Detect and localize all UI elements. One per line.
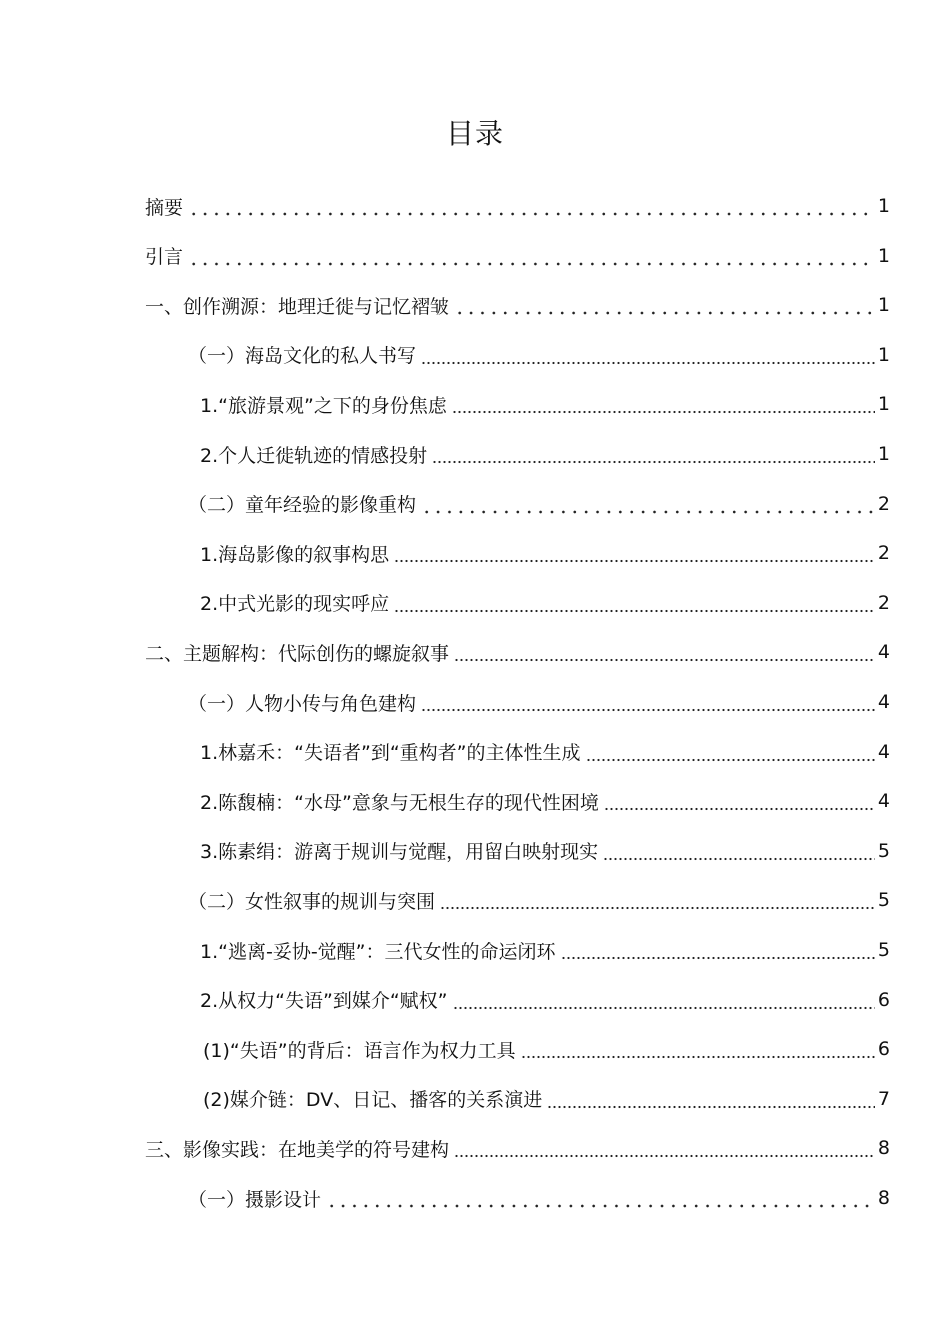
toc-entry[interactable] [200,776,890,826]
toc-entry-page: 6 [877,988,890,1011]
dot-leader [453,1006,875,1010]
dot-leader [421,708,875,712]
dot-leader [604,807,875,811]
toc-entry-page: 8 [877,1137,890,1160]
toc-entry[interactable] [200,925,890,975]
dot-leader [188,262,875,266]
dot-leader [454,1154,875,1158]
page-title: 目录 [445,117,504,150]
dot-leader [326,1204,875,1208]
toc-entry-page: 7 [877,1087,890,1110]
toc-entry-page: 1 [877,343,890,366]
toc-entry-title: 一、创作溯源：地理迁徙与记忆褶皱 [145,295,450,318]
toc-entry[interactable] [203,1024,890,1074]
toc-entry[interactable] [188,677,890,727]
dot-leader [188,212,875,216]
toc-entry-page: 4 [877,740,890,763]
toc-entry[interactable] [145,280,890,330]
toc-entry-title: 2.个人迁徙轨迹的情感投射 [200,444,428,467]
toc-entry-page: 5 [877,889,890,912]
toc-entry-page: 1 [877,393,890,416]
toc-entry-title: 1.海岛影像的叙事构思 [200,543,390,566]
toc-entry-page: 4 [877,790,890,813]
toc-entry-page: 1 [877,244,890,267]
toc-entry-page: 4 [877,641,890,664]
toc-entry[interactable] [188,330,890,380]
toc-entry[interactable] [188,1173,890,1223]
toc-entry-title: (1)“失语”的背后：语言作为权力工具 [203,1039,516,1062]
dot-leader [454,658,875,662]
toc-entry-page: 5 [877,939,890,961]
toc-entry[interactable] [200,429,890,479]
toc-entry[interactable] [200,826,890,876]
toc-entry-title: (2)媒介链：DV、日记、播客的关系演进 [203,1089,543,1112]
toc-entry-title: 1.“逃离-妥协-觉醒”：三代女性的命运闭环 [200,940,556,963]
toc-entry-page: 8 [877,1187,890,1209]
toc-entry[interactable] [145,181,890,231]
toc-entry[interactable] [200,528,890,578]
dot-leader [603,857,875,861]
dot-leader [421,361,875,365]
toc-entry[interactable] [145,1123,890,1173]
toc-entry[interactable] [188,875,890,925]
toc-entry-title: 引言 [145,246,184,269]
toc-entry-page: 5 [877,839,890,862]
toc-entry-title: 1.林嘉禾：“失语者”到“重构者”的主体性生成 [200,742,581,765]
toc-entry[interactable] [200,727,890,777]
toc-entry[interactable] [145,627,890,677]
toc-entry[interactable] [200,379,890,429]
toc-entry-title: 2.中式光影的现实呼应 [200,593,390,616]
toc-entry-title: （二）女性叙事的规训与突围 [188,890,436,913]
toc-entry-page: 1 [877,294,890,317]
toc-entry-page: 2 [877,492,890,515]
toc-entry-title: （一）人物小传与角色建构 [188,692,417,715]
dot-leader [440,906,875,910]
dot-leader [547,1105,875,1109]
dot-leader [521,1055,875,1059]
toc-entry-page: 6 [877,1038,890,1061]
dot-leader [561,956,875,960]
toc-entry-title: 三、影像实践：在地美学的符号建构 [145,1138,450,1161]
toc-entry-page: 4 [877,691,890,713]
toc-entry-title: 二、主题解构：代际创伤的螺旋叙事 [145,642,450,665]
toc-entry-page: 1 [877,195,890,217]
toc-entry[interactable] [200,975,890,1025]
dot-leader [452,410,875,414]
toc-entry-title: 2.陈馥楠：“水母”意象与无根生存的现代性困境 [200,791,599,814]
toc-entry-title: 1.“旅游景观”之下的身份焦虑 [200,394,447,417]
dot-leader [586,758,875,762]
toc-entry-title: （二）童年经验的影像重构 [188,494,417,517]
toc-entry-page: 1 [877,443,890,465]
dot-leader [454,311,875,315]
toc-entry[interactable] [203,1074,890,1124]
dot-leader [432,460,875,464]
toc-entry[interactable] [145,231,890,281]
toc-entry-title: （一）海岛文化的私人书写 [188,345,417,368]
toc-entry[interactable] [200,578,890,628]
toc-entry-page: 2 [877,591,890,614]
toc-entry-page: 2 [877,542,890,565]
dot-leader [421,510,875,514]
dot-leader [394,609,875,613]
toc-entry-title: 摘要 [145,196,184,219]
dot-leader [394,559,875,563]
toc-entry[interactable] [188,479,890,529]
toc-entry-title: 2.从权力“失语”到媒介“赋权” [200,990,448,1013]
toc-entry-title: 3.陈素绢：游离于规训与觉醒，用留白映射现实 [200,841,599,864]
toc-entry-title: （一）摄影设计 [188,1188,322,1211]
